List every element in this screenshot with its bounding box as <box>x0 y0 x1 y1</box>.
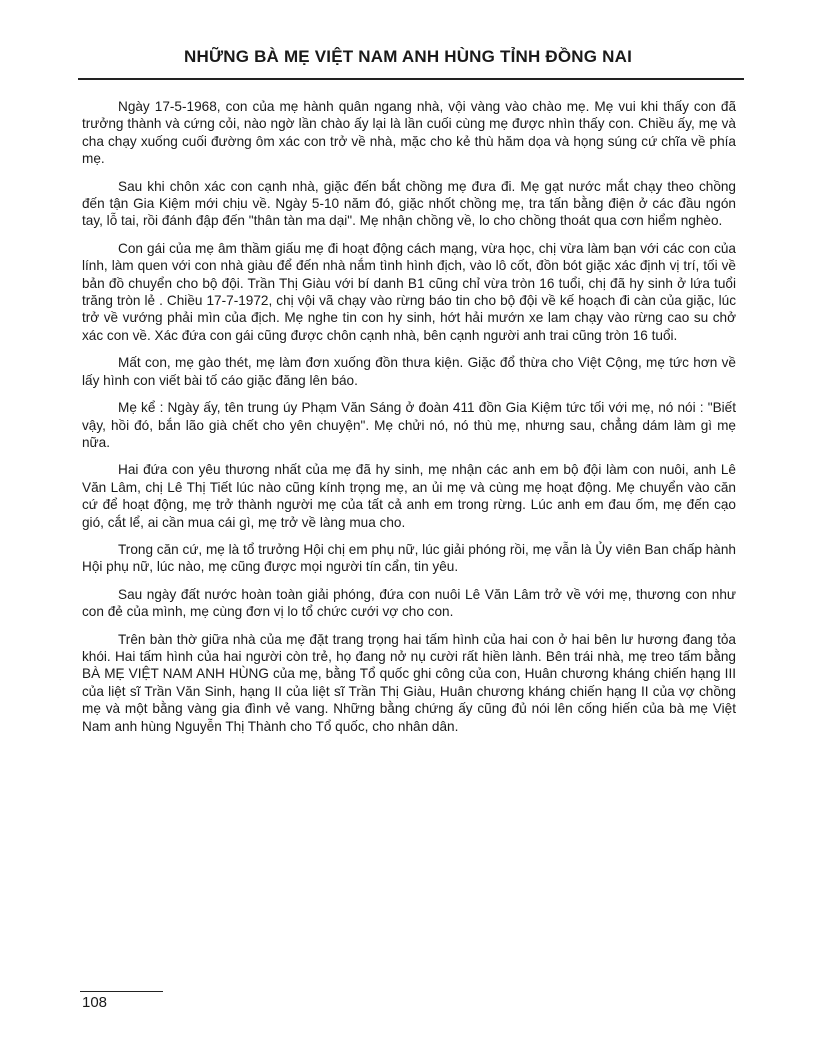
footer-rule <box>80 991 163 992</box>
body-text <box>82 98 736 745</box>
page-number: 108 <box>82 994 108 1011</box>
paragraph: Trên bàn thờ giữa nhà của mẹ đặt trang trọng hai tấm hình của hai con ở hai bên lư hương đang tỏa khói. Hai tấm hình của hai người còn trẻ, họ đang nở nụ cười rất hiền lành. Bên trái nhà, mẹ treo tấm bằng BÀ MẸ VIỆT NAM ANH HÙNG của mẹ, bằng Tổ quốc ghi công của con, Huân chương kháng chiến hạng III của liệt sĩ Trần Văn Sinh, hạng II của liệt sĩ Trần Thị Giàu, Huân chương kháng chiến hạng II của vợ chồng mẹ và một bằng vàng gia đình vẻ vang. Những bằng chứng ấy cũng đủ nói lên cống hiến của bà mẹ Việt Nam anh hùng Nguyễn Thị Thành cho Tổ quốc, cho nhân dân. <box>82 631 736 734</box>
paragraph: Hai đứa con yêu thương nhất của mẹ đã hy sinh, mẹ nhận các anh em bộ đội làm con nuôi, anh Lê Văn Lâm, chị Lê Thị Tiết lúc nào cũng kính trọng mẹ, an ủi mẹ và cùng mẹ hoạt động. Mẹ chuyển vào căn cứ để hoạt động, mẹ trở thành người mẹ của tất cả anh em trong rừng. Lúc anh em đau ốm, mẹ đến cạo gió, cắt lể, ai cần mua cái gì, mẹ trở về làng mua cho. <box>82 462 736 530</box>
paragraph: Mất con, mẹ gào thét, mẹ làm đơn xuống đồn thưa kiện. Giặc đổ thừa cho Việt Cộng, mẹ tức hơn về lấy hình con viết bài tố cáo giặc đăng lên báo. <box>82 355 736 388</box>
paragraph: Trong căn cứ, mẹ là tổ trưởng Hội chị em phụ nữ, lúc giải phóng rồi, mẹ vẫn là Ủy viên Ban chấp hành Hội phụ nữ, lúc nào, mẹ cũng được mọi người tín cẩn, tin yêu. <box>82 541 736 575</box>
paragraph: Con gái của mẹ âm thầm giấu mẹ đi hoạt động cách mạng, vừa học, chị vừa làm bạn với các con của lính, làm quen với con nhà giàu để đến nhà nắm tình hình địch, vào lô cốt, đồn bót giặc xác định vị trí, tối về bản đồ chuyển cho bộ đội. Trần Thị Giàu với bí danh B1 cũng chỉ vừa tròn 16 tuổi, chị đã hy sinh ở lứa tuổi trăng tròn lẻ . Chiều 17-7-1972, chị vội vã chạy vào rừng báo tin cho bộ đội về kế hoạch đi càn của giặc, lúc trở về vướng phải mìn của địch. Mẹ nghe tin con hy sinh, hớt hải mướn xe lam chạy vào rừng cao su chở xác con về. Xác đứa con gái cũng được chôn cạnh nhà, bên cạnh người anh trai cũng tròn 16 tuổi. <box>82 240 736 343</box>
paragraph: Ngày 17-5-1968, con của mẹ hành quân ngang nhà, vội vàng vào chào mẹ. Mẹ vui khi thấy con đã trưởng thành và cứng cỏi, nào ngờ lần chào ấy lại là lần cuối cùng mẹ được nhìn thấy con. Chiều ấy, mẹ và cha chạy xuống cuối đường ôm xác con trở về nhà, mặc cho kẻ thù hăm dọa và họng súng cứ chĩa về phía mẹ. <box>82 99 736 167</box>
page-header-title: NHỮNG BÀ MẸ VIỆT NAM ANH HÙNG TỈNH ĐỒNG NAI <box>183 47 632 66</box>
paragraph: Mẹ kể : Ngày ấy, tên trung úy Phạm Văn Sáng ở đoàn 411 đồn Gia Kiệm tức tối với mẹ, nó nói : "Biết vậy, hồi đó, bắn lão già chết cho yên chuyện". Mẹ chửi nó, nó thù mẹ, nhưng sau, chẳng dám làm gì mẹ nữa. <box>82 400 736 450</box>
header-rule <box>78 78 744 80</box>
paragraph: Sau ngày đất nước hoàn toàn giải phóng, đứa con nuôi Lê Văn Lâm trở về với mẹ, thương con như con đẻ của mình, mẹ cùng đơn vị lo tổ chức cưới vợ cho con. <box>82 586 736 620</box>
paragraph: Sau khi chôn xác con cạnh nhà, giặc đến bắt chồng mẹ đưa đi. Mẹ gạt nước mắt chạy theo chồng đến tận Gia Kiệm mới chịu về. Ngày 5-10 năm đó, giặc nhốt chồng mẹ, tra tấn bằng điện ở các đầu ngón tay, lỗ tai, rồi đánh đập đến "thân tàn ma dại". Mẹ nhận chồng về, lo cho chồng thoát qua cơn hiểm nghèo. <box>82 178 736 229</box>
